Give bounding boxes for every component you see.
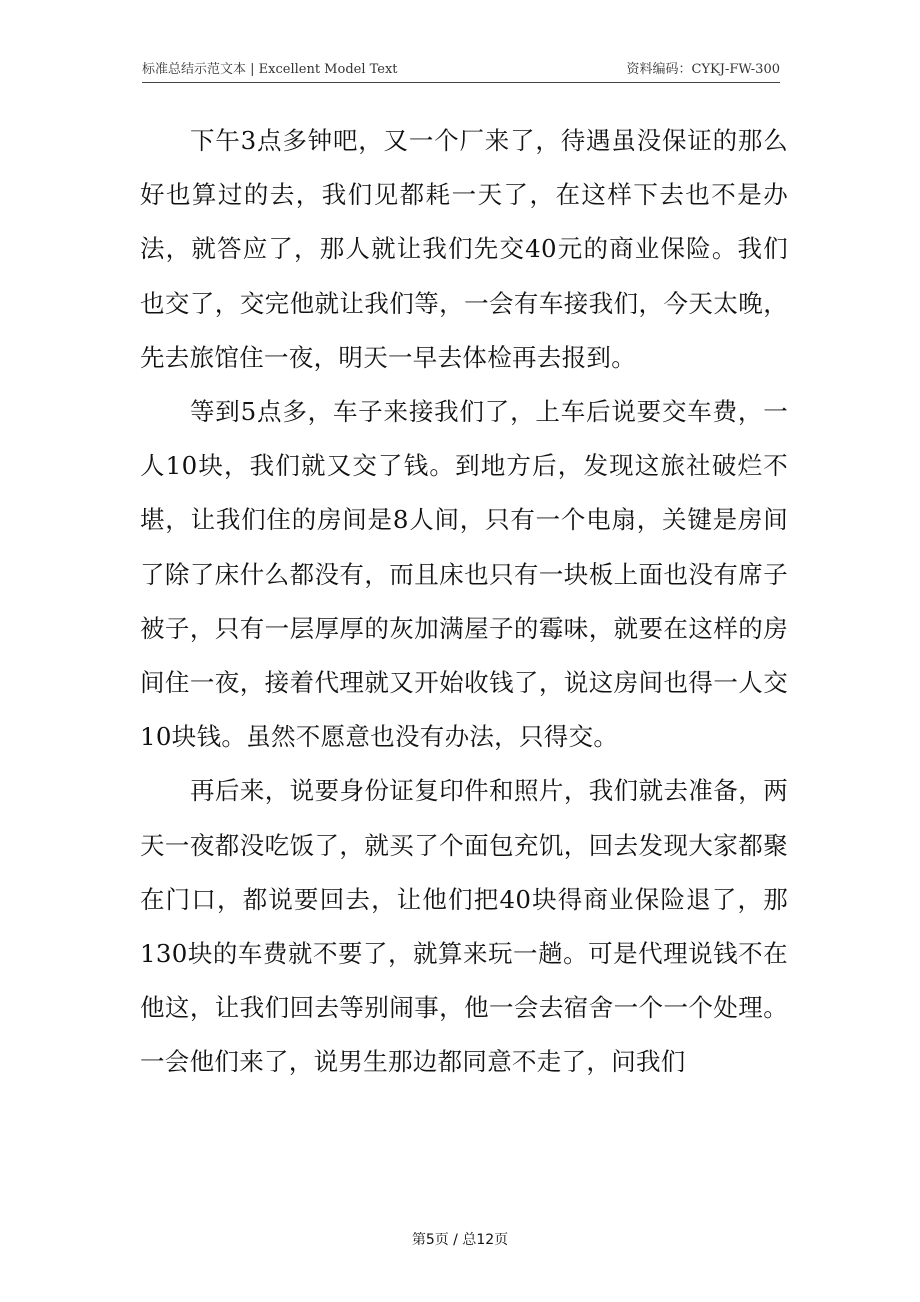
page-number: 第5页 / 总12页 [411,1232,509,1248]
document-body [140,114,788,1090]
header-title: 标准总结示范文本 | Excellent Model Text [142,62,398,77]
page-header [142,58,780,83]
paragraph: 下午3点多钟吧，又一个厂来了，待遇虽没保证的那么好也算过的去，我们见都耗一天了，在这样下去也不是办法，就答应了，那人就让我们先交40元的商业保险。我们也交了，交完他就让我们等，一会有车接我们，今天太晚，先去旅馆住一夜，明天一早去体检再去报到。 [140,126,788,372]
paragraph: 再后来，说要身份证复印件和照片，我们就去准备，两天一夜都没吃饭了，就买了个面包充饥，回去发现大家都聚在门口，都说要回去，让他们把40块得商业保险退了，那130块的车费就不要了，就算来玩一趟。可是代理说钱不在他这，让我们回去等别闹事，他一会去宿舍一个一个处理。一会他们来了，说男生那边都同意不走了，问我们 [140,776,788,1077]
paragraph: 等到5点多，车子来接我们了，上车后说要交车费，一人10块，我们就又交了钱。到地方后，发现这旅社破烂不堪，让我们住的房间是8人间，只有一个电扇，关键是房间了除了床什么都没有，而且床也只有一块板上面也没有席子被子，只有一层厚厚的灰加满屋子的霉味，就要在这样的房间住一夜，接着代理就又开始收钱了，说这房间也得一人交10块钱。虽然不愿意也没有办法，只得交。 [140,397,788,752]
document-code: 资料编码：CYKJ-FW-300 [626,62,780,77]
